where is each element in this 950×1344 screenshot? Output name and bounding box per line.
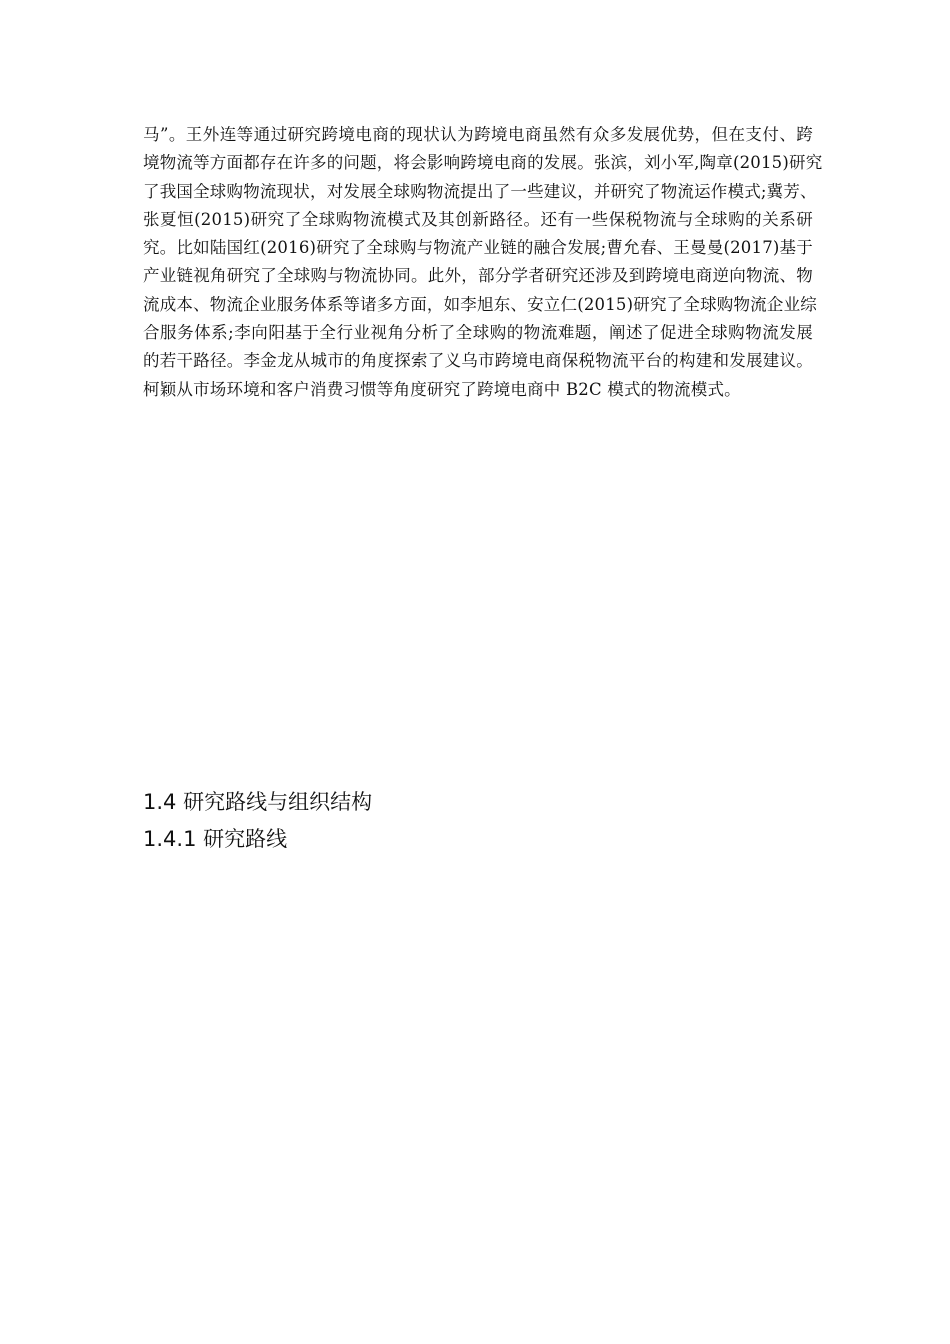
paragraph-line: 境物流等方面都存在许多的问题，将会影响跨境电商的发展。张滨，刘小军,陶章(2015)研究 [143, 153, 823, 173]
paragraph-line: 流成本、物流企业服务体系等诸多方面，如李旭东、安立仁(2015)研究了全球购物流企业综 [143, 294, 817, 314]
paragraph-line: 合服务体系;李向阳基于全行业视角分析了全球购的物流难题，阐述了促进全球购物流发展 [143, 323, 813, 343]
paragraph-line: 了我国全球购物流现状，对发展全球购物流提出了一些建议，并研究了物流运作模式;冀芳、 [143, 181, 817, 201]
paragraph-line: 的若干路径。李金龙从城市的角度探索了义乌市跨境电商保税物流平台的构建和发展建议。 [143, 351, 813, 371]
body-paragraph [143, 121, 823, 404]
paragraph-line-last: 柯颖从市场环境和客户消费习惯等角度研究了跨境电商中 B2C 模式的物流模式。 [143, 379, 741, 399]
paragraph-line: 张夏恒(2015)研究了全球购物流模式及其创新路径。还有一些保税物流与全球购的关系研 [143, 209, 813, 229]
section-heading: 1.4 研究路线与组织结构 [143, 790, 373, 814]
subsection-heading: 1.4.1 研究路线 [143, 827, 288, 851]
paragraph-line: 产业链视角研究了全球购与物流协同。此外，部分学者研究还涉及到跨境电商逆向物流、物 [143, 266, 813, 286]
paragraph-line: 究。比如陆国红(2016)研究了全球购与物流产业链的融合发展;曹允春、王曼曼(2017)基于 [143, 238, 813, 258]
paragraph-line: 马”。王外连等通过研究跨境电商的现状认为跨境电商虽然有众多发展优势，但在支付、跨 [143, 125, 813, 144]
